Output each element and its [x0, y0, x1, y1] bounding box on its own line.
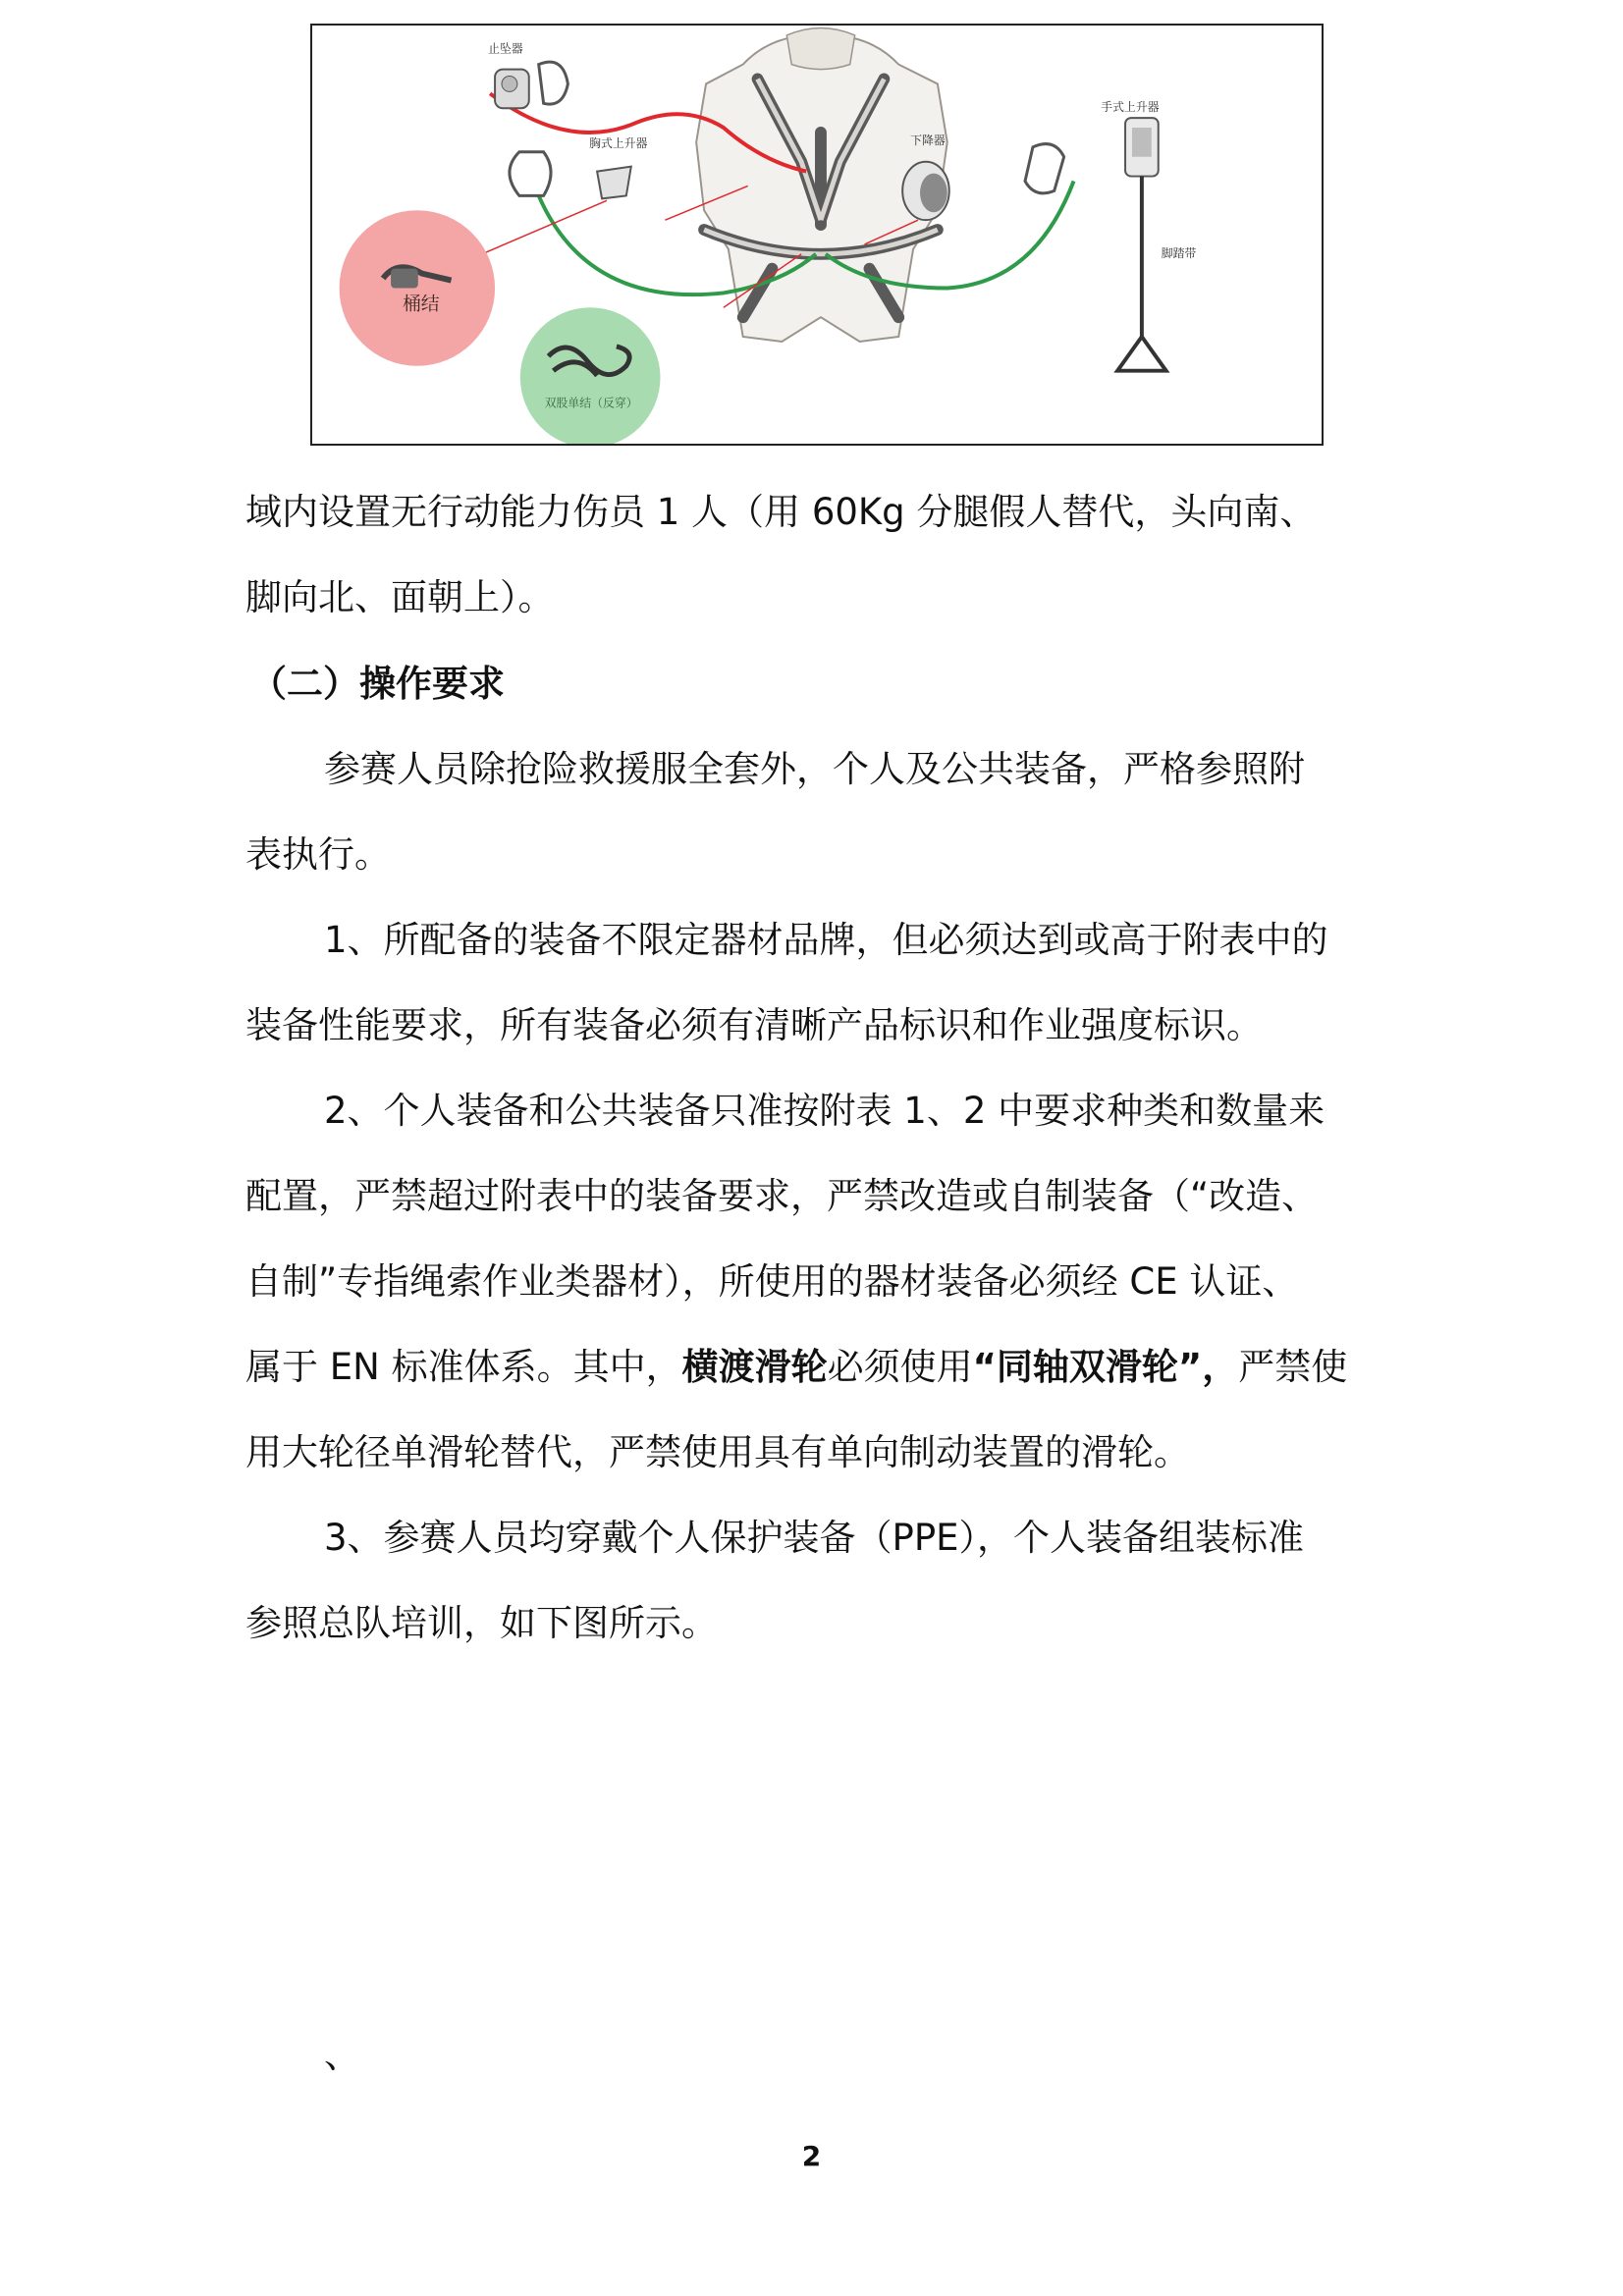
text-run: 必须使用 [827, 1346, 973, 1388]
label-barrel-knot: 桶结 [402, 294, 440, 315]
text-run: 属于 EN 标准体系。其中， [245, 1346, 682, 1388]
text-line: 表执行。 [245, 833, 391, 876]
text-line: 2、个人装备和公共装备只准按附表 1、2 中要求种类和数量来 [324, 1090, 1325, 1132]
left-carabiner [510, 152, 551, 196]
label-descender: 下降器 [910, 133, 946, 147]
text-line: 配置，严禁超过附表中的装备要求，严禁改造或自制装备（“改造、 [245, 1175, 1319, 1217]
hand-ascender-device [1117, 118, 1166, 371]
text-line: 自制”专指绳索作业类器材），所使用的器材装备必须经 CE 认证、 [245, 1260, 1299, 1303]
paragraph-item-1 [245, 897, 1389, 1068]
harness-diagram [312, 26, 1322, 444]
page-number: 2 [801, 2140, 822, 2172]
fall-arrester-device [495, 62, 568, 108]
descender-device [902, 162, 949, 220]
text-line: 参赛人员除抢险救援服全套外，个人及公共装备，严格参照附 [324, 748, 1305, 790]
text-line: 装备性能要求，所有装备必须有清晰产品标识和作业强度标识。 [245, 1004, 1263, 1046]
label-double-fig8-knot: 双股单结（反穿） [544, 396, 638, 410]
label-foot-loop: 脚踏带 [1161, 245, 1197, 260]
figure8-knot-callout [520, 307, 661, 444]
barrel-knot-callout [340, 210, 496, 366]
bold-term-crossing-pulley: 横渡滑轮 [681, 1346, 828, 1388]
bold-term-double-pulley: “同轴双滑轮”， [972, 1346, 1239, 1388]
label-chest-ascender: 胸式上升器 [589, 135, 648, 150]
chest-ascender-device [597, 167, 631, 199]
right-carabiner [1025, 144, 1064, 193]
paragraph-equipment-rule [245, 726, 1389, 897]
text-line: 用大轮径单滑轮替代，严禁使用具有单向制动装置的滑轮。 [245, 1431, 1190, 1473]
text-line: 脚向北、面朝上）。 [245, 576, 555, 618]
text-line: 3、参赛人员均穿戴个人保护装备（PPE），个人装备组装标准 [324, 1517, 1305, 1559]
text-run: 严禁使 [1238, 1346, 1348, 1388]
text-line-mixed [245, 1324, 1389, 1410]
paragraph-injured-setup [245, 469, 1389, 640]
text-line: 参照总队培训，如下图所示。 [245, 1602, 718, 1644]
stray-punctuation: 、 [324, 2034, 360, 2076]
section-heading: （二）操作要求 [250, 663, 505, 705]
paragraph-item-2 [245, 1068, 1389, 1495]
text-line: 1、所配备的装备不限定器材品牌，但必须达到或高于附表中的 [324, 919, 1328, 961]
harness-equipment-figure [310, 24, 1324, 446]
text-line: 域内设置无行动能力伤员 1 人（用 60Kg 分腿假人替代，头向南、 [245, 491, 1317, 533]
label-fall-arrester: 止坠器 [488, 41, 523, 56]
label-hand-ascender: 手式上升器 [1101, 100, 1160, 115]
paragraph-item-3 [245, 1495, 1389, 1666]
